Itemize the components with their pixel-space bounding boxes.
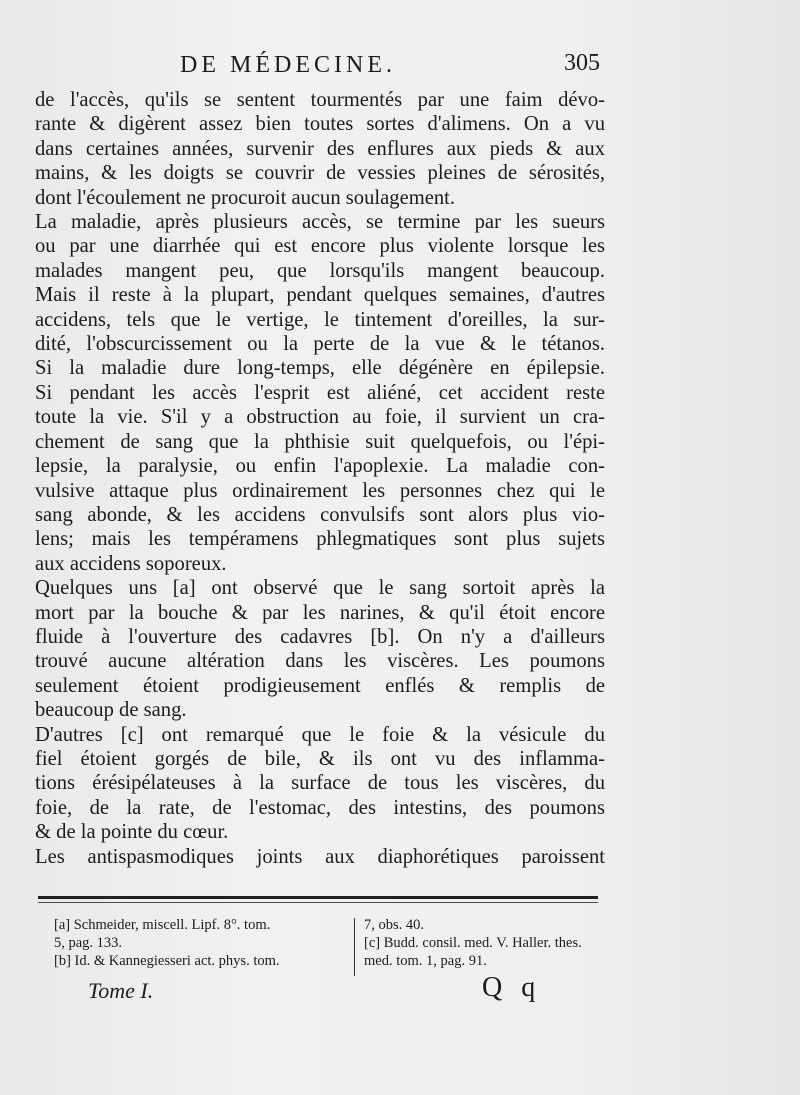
text-line: beaucoup de sang. (35, 699, 187, 722)
text-line: malades mangent peu, que lorsqu'ils mangent beaucoup. (35, 259, 605, 282)
running-title: DE MÉDECINE. (180, 52, 396, 78)
text-line: Les antispasmodiques joints aux diaphorétiques paroissent (35, 845, 605, 868)
text-line: Si la maladie dure long-temps, elle dégénère en épilepsie. (35, 357, 605, 380)
footnote-line: 7, obs. 40. (364, 917, 425, 933)
text-line: trouvé aucune altération dans les viscères. Les poumons (35, 650, 605, 673)
text-line: mort par la bouche & par les narines, & qu'il étoit encore (35, 601, 605, 624)
footnote-line: [a] Schmeider, miscell. Lipf. 8°. tom. (54, 917, 271, 933)
text-line: ou par une diarrhée qui est encore plus violente lorsque les (35, 235, 605, 258)
text-line: foie, de la rate, de l'estomac, des intestins, des poumons (35, 796, 605, 819)
footnotes-right-column (364, 916, 610, 970)
signature-mark: Q q (482, 972, 542, 1003)
text-line: seulement étoient prodigieusement enflés & remplis de (35, 674, 605, 697)
text-line: Si pendant les accès l'esprit est aliéné, cet accident reste (35, 381, 605, 404)
paragraph-5 (35, 845, 605, 869)
text-line: tions érésipélateuses à la surface de tous les viscères, du (35, 772, 605, 795)
paragraph-3 (35, 576, 605, 722)
footnote-line: 5, pag. 133. (54, 935, 123, 951)
text-line: D'autres [c] ont remarqué que le foie & la vésicule du (35, 723, 605, 746)
text-line: lepsie, la paralysie, ou enfin l'apoplexie. La maladie con- (35, 455, 605, 478)
page-number: 305 (564, 50, 600, 76)
text-line: sang abonde, & les accidens convulsifs sont alors plus vio- (35, 503, 605, 526)
footnote-line: [b] Id. & Kannegiesseri act. phys. tom. (54, 953, 280, 969)
main-text (35, 88, 605, 869)
text-line: Quelques uns [a] ont observé que le sang sortoit après la (35, 577, 605, 600)
text-line: dité, l'obscurcissement ou la perte de la vue & le tétanos. (35, 333, 605, 356)
footnote-column-divider (354, 918, 355, 976)
text-line: fiel étoient gorgés de bile, & ils ont vu des inflamma- (35, 747, 605, 770)
text-line: fluide à l'ouverture des cadavres [b]. On n'y a d'ailleurs (35, 625, 605, 648)
text-line: mains, & les doigts se couvrir de vessies pleines de sérosités, (35, 162, 605, 185)
text-line: La maladie, après plusieurs accès, se termine par les sueurs (35, 211, 605, 234)
text-line: aux accidens soporeux. (35, 552, 227, 575)
text-line: accidens, tels que le vertige, le tintement d'oreilles, la sur- (35, 308, 605, 331)
text-line: chement de sang que la phthisie suit quelquefois, ou l'épi- (35, 430, 605, 453)
footnotes-left-column (54, 916, 354, 970)
text-line: toute la vie. S'il y a obstruction au foie, il survient un cra- (35, 406, 605, 429)
text-line: lens; mais les tempéramens phlegmatiques sont plus sujets (35, 528, 605, 551)
text-line: dont l'écoulement ne procuroit aucun soulagement. (35, 186, 456, 209)
footnote-rule (38, 896, 598, 899)
text-line: dans certaines années, survenir des enflures aux pieds & aux (35, 137, 605, 160)
text-line: de l'accès, qu'ils se sentent tourmentés par une faim dévo- (35, 89, 605, 111)
text-line: vulsive attaque plus ordinairement les personnes chez qui le (35, 479, 605, 502)
text-line: rante & digèrent assez bien toutes sortes d'alimens. On a vu (35, 113, 605, 136)
footnote-rule-thin (38, 902, 598, 903)
footnote-line: med. tom. 1, pag. 91. (364, 953, 487, 969)
volume-label: Tome I. (88, 978, 154, 1003)
paragraph-2 (35, 210, 605, 576)
text-line: Mais il reste à la plupart, pendant quelques semaines, d'autres (35, 284, 605, 307)
footnote-line: [c] Budd. consil. med. V. Haller. thes. (364, 935, 582, 951)
text-line: & de la pointe du cœur. (35, 821, 229, 844)
paragraph-1 (35, 88, 605, 210)
paragraph-4 (35, 723, 605, 845)
